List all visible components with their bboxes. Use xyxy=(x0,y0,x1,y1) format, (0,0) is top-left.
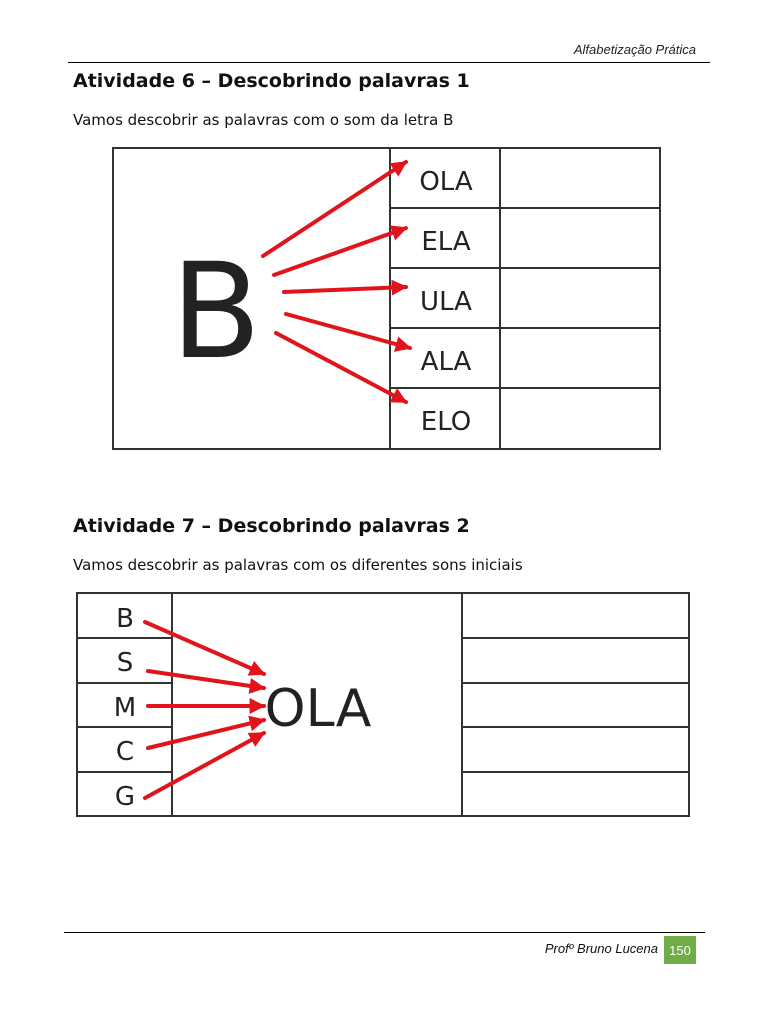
activity7-description: Vamos descobrir as palavras com os diferentes sons iniciais xyxy=(73,556,523,574)
activity6-letter: B xyxy=(170,235,262,389)
activity7-letter: S xyxy=(116,648,134,678)
activity6-syllable: OLA xyxy=(419,167,473,197)
activity7-word: OLA xyxy=(264,679,372,739)
arrow xyxy=(148,671,264,688)
activity6-syllable: ALA xyxy=(420,347,472,377)
activity7-letter: B xyxy=(116,604,134,634)
arrow xyxy=(284,287,406,292)
activity6-syllable: ULA xyxy=(420,287,472,317)
header-title: Alfabetização Prática xyxy=(573,42,696,57)
activity6-syllable: ELO xyxy=(420,407,472,437)
activity6-syllable: ELA xyxy=(421,227,471,257)
arrow xyxy=(286,314,410,348)
footer-rule xyxy=(64,932,705,933)
arrow xyxy=(145,622,264,674)
activity7-title: Atividade 7 – Descobrindo palavras 2 xyxy=(73,515,470,537)
activity6-description: Vamos descobrir as palavras com o som da letra B xyxy=(73,111,454,129)
activity6-title: Atividade 6 – Descobrindo palavras 1 xyxy=(73,70,470,92)
page-number: 150 xyxy=(664,936,696,964)
activity7-letter: C xyxy=(115,737,135,767)
activity7-letter: M xyxy=(113,693,137,723)
footer-author: Profº Bruno Lucena xyxy=(544,941,658,956)
activity7-letter: G xyxy=(114,782,136,812)
arrow xyxy=(263,162,406,256)
